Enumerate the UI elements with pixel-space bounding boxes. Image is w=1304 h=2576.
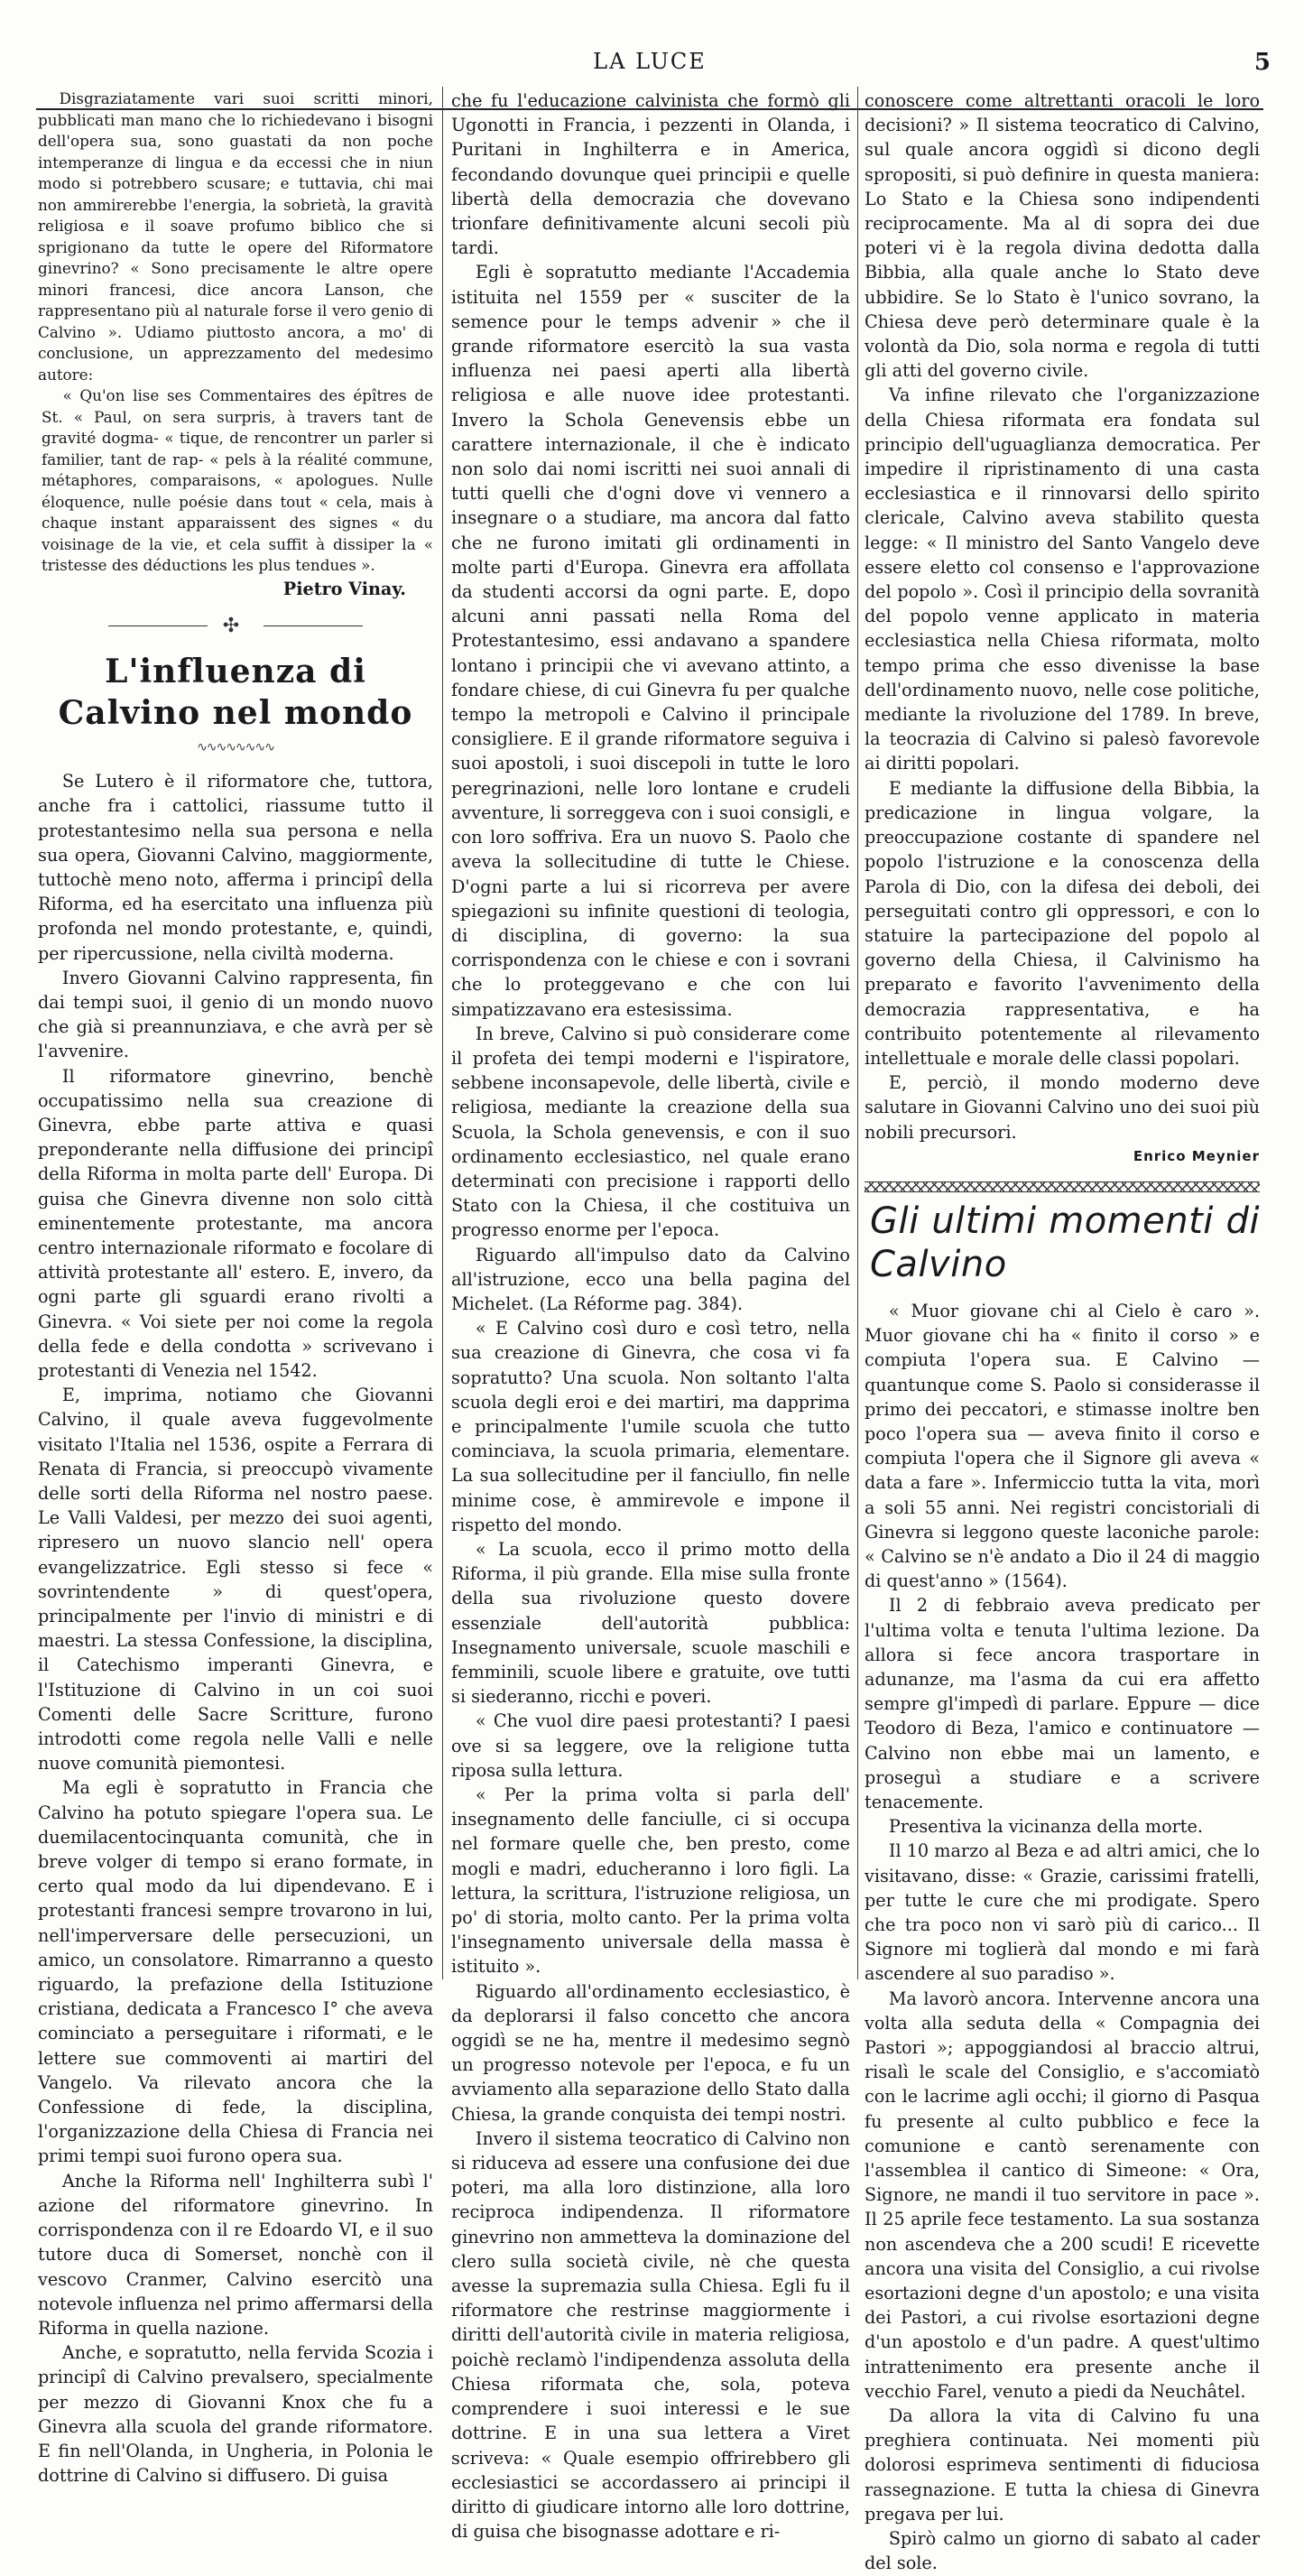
column-divider <box>442 87 443 1979</box>
paragraph: « La scuola, ecco il primo motto della Riforma, il più grande. Ella mise sulla fronte della sua rivoluzione questo dovere essenziale dell'autorità pubblica: Insegnamento universale, scuole maschili e femminili, scuole libere e gratuite, ove tutti si siederanno, ricchi e poveri. <box>451 1538 850 1708</box>
paragraph: E, imprima, notiamo che Giovanni Calvino, il quale aveva fuggevolmente visitato l'Italia nel 1536, ospite a Ferrara di Renata di Francia, si preoccupò vivamente delle sorti della Riforma nel nostro paese. Le Valli Valdesi, per mezzo dei suoi agenti, ripresero un nuovo slancio nell' opera evangelizzatrice. Egli stesso si fece « sovrintendente » di quest'opera, principalmente per l'invio di ministri e di maestri. La stessa Confessione, la disciplina, il Catechismo imperanti Ginevra, e l'Istituzione di Calvino in un coi suoi Comenti delle Sacre Scritture, furono introdotti come regola nelle Valli e nelle nuove comunità piemontesi. <box>38 1385 433 1774</box>
paragraph: Ma lavorò ancora. Intervenne ancora una volta alla seduta della « Compagnia dei Pastori »; appoggiandosi al braccio altrui, risalì le scale del Consiglio, e s'accomiatò con le lacrime agli occhi; il giorno di Pasqua fu presente al culto pubblico e fece la comunione e cantò serenamente con l'assemblea il cantico di Simeone: « Ora, Signore, ne mandi il tuo servitore in pace ». Il 25 aprile fece testamento. La sua sostanza non ascendeva che a 200 scudi! E ricevette ancora una visita del Consiglio, a cui rivolse esortazioni degne d'un apostolo; e una visita dei Pastori, a cui rivolse esortazioni degne d'un apostolo e d'un padre. A quest'ultimo intrattenimento era presente anche il vecchio Farel, venuto a piedi da Neuchâtel. <box>865 1988 1260 2402</box>
paragraph: Disgraziatamente vari suoi scritti minori, pubblicati man mano che lo richiedevano i bisogni dell'opera sua, sono guastati da non poche intemperanze di lingua e da eccessi che in niun modo si potrebbero scusare; e tuttavia, chi mai non ammirerebbe l'energia, la sobrietà, la gravità religiosa e il soave profumo biblico che si sprigionano da tutte le opere del Riformatore ginevrino? « Sono precisamente le altre opere minori francesi, dice ancora Lanson, che rappresentano più al naturale forse il vero genio di Calvino ». Udiamo piuttosto ancora, a mo' di conclusione, un apprezzamento del medesimo autore: <box>38 89 433 384</box>
masthead: LA LUCE <box>593 49 707 74</box>
paragraph: Anche la Riforma nell' Inghilterra subì l' azione del riformatore ginevrino. In corrispondenza con il re Edoardo VI, e il suo tutore duca di Somerset, nonchè con il vescovo Cranmer, Calvino esercitò una notevole influenza nel primo affermarsi della Riforma in quella nazione. <box>38 2170 433 2339</box>
paragraph: Il riformatore ginevrino, benchè occupatissimo nella sua creazione di Ginevra, ebbe parte attiva e quasi preponderante nella diffusione dei principî della Riforma in molta parte dell' Europa. Di guisa che Ginevra divenne non solo città eminentemente protestante, ma ancora centro internazionale riformato e focolare di attività protestante all' estero. E, invero, da ogni parte gli sguardi erano rivolti a Ginevra. « Voi siete per noi come la regola della fede e della condotta » scrivevano i protestanti di Venezia nel 1542. <box>38 1065 433 1381</box>
paragraph: Il 2 di febbraio aveva predicato per l'ultima volta e tenuta l'ultima lezione. Da allora si fece ancora trasportare in adunanze, ma l'asma da cui era affetto sempre gl'impedì di parlare. Eppure — dice Teodoro di Beza, l'amico e continuatore — Calvino non ebbe mai un lamento, e proseguì a studiare e a scrivere tenacemente. <box>865 1595 1260 1812</box>
paragraph: Anche, e sopratutto, nella fervida Scozia i principî di Calvino prevalsero, specialmente per mezzo di Giovanni Knox che fu a Ginevra alla scuola del grande riformatore. E fin nell'Olanda, in Ungheria, in Polonia le dottrine di Calvino si diffusero. Di guisa <box>38 2342 433 2487</box>
previous-article-end <box>38 88 433 577</box>
paragraph: Riguardo all'impulso dato da Calvino all'istruzione, ecco una bella pagina del Michelet. (La Réforme pag. 384). <box>451 1244 850 1314</box>
paragraph: Se Lutero è il riformatore che, tuttora, anche fra i cattolici, riassume tutto il protestantesimo nella sua persona e nella sua opera, Giovanni Calvino, maggiormente, tuttochè meno noto, afferma i principî della Riforma, ed ha esercitato una influenza più profonda nel mondo protestante, e, quindi, per ripercussione, nella civiltà moderna. <box>38 771 433 964</box>
paragraph: Va infine rilevato che l'organizzazione della Chiesa riformata era fondata sul principio dell'uguaglianza democratica. Per impedire il ripristinamento di una casta ecclesiastica e il rinnovarsi dello spirito clericale, Calvino aveva stabilito questa legge: « Il ministro del Santo Vangelo deve essere eletto col consenso e l'approvazione del popolo ». Così il principio della sovranità del popolo venne applicato in materia ecclesiastica nella Chiesa riformata, molto tempo prima che esso divenisse la base dell'ordinamento nuovo, nelle cose politiche, mediante la rivoluzione del 1789. In breve, la teocrazia di Calvino si palesò favorevole ai diritti popolari. <box>865 385 1260 774</box>
wavy-underline: ∿∿∿∿∿∿∿∿ <box>197 739 274 755</box>
paragraph: E, perciò, il mondo moderno deve salutare in Giovanni Calvino uno dei suoi più nobili precursori. <box>865 1072 1260 1143</box>
paragraph: E mediante la diffusione della Bibbia, la predicazione in lingua volgare, la preoccupazione costante di spandere nel popolo l'istruzione e la conoscenza della Parola di Dio, con la difesa dei deboli, dei perseguitati contro gli oppressori, e con lo statuire la partecipazione del popolo al governo della Chiesa, il Calvinismo ha preparato e favorito l'avvenimento della democrazia rappresentativa, e ha contribuito potentemente al rilevamento intellettuale e morale delle classi popolari. <box>865 777 1260 1069</box>
paragraph: In breve, Calvino si può considerare come il profeta dei tempi moderni e l'ispiratore, sebbene inconsapevole, delle libertà, civile e religiosa, mediante la creazione della sua Scuola, la Schola genevensis, e con il suo ordinamento ecclesiastico, nel quale erano determinati con precisione i rapporti dello Stato con la Chiesa, il che costituiva un progresso enorme per l'epoca. <box>451 1023 850 1241</box>
article-title: Gli ultimi momenti di Calvino <box>870 1200 1260 1285</box>
paragraph: Da allora la vita di Calvino fu una preghiera continuata. Nei momenti più dolorosi esprimeva sentimenti di fiduciosa rassegnazione. E tutta la chiesa di Ginevra pregava per lui. <box>865 2405 1260 2525</box>
quotation: « Qu'on lise ses Commentaires des épîtres de St. « Paul, on sera surpris, à travers tant de gravité dogma- « tique, de rencontrer un parler si familier, tant de rap- « pels à la réalité commune, métaphores, comparaisons, « apologues. Nulle éloquence, nulle poésie dans tout « cela, mais à chaque instant apparaissent des signes « du voisinage de la vie, et cela suffit à dissiper la « tristesse des déductions les plus tendues ». <box>42 386 433 574</box>
column-divider <box>857 87 858 1979</box>
paragraph: conoscere come altrettanti oracoli le loro decisioni? » Il sistema teocratico di Calvino, sul quale ancora oggidì si dicono degli spropositi, si può definire in questa maniera: Lo Stato e la Chiesa sono indipendenti reciprocamente. Ma al di sopra dei due poteri vi è la regola divina dedotta dalla Bibbia, alla quale anche lo Stato deve ubbidire. Se lo Stato è l'unico sovrano, la Chiesa deve però determinare quale è la volontà da Dio, sola norma e regola di tutti gli atti del governo civile. <box>865 90 1260 382</box>
paragraph: Invero il sistema teocratico di Calvino non si riduceva ad essere una confusione dei due poteri, ma alla loro distinzione, alla loro reciproca indipendenza. Il riformatore ginevrino non ammetteva la dominazione del clero sulla società civile, nè che questa avesse la supremazia sulla Chiesa. Egli fu il riformatore che restrinse maggiormente i diritti dell'autorità civile in materia religiosa, poichè reclamò l'indipendenza assoluta della Chiesa riformata che, sola, poteva comprendere i suoi interessi e le sue dottrine. E in una sua lettera a Viret scriveva: « Quale esempio offrirebbero gli ecclesiastici se accordassero ai principi il diritto di giudicare intorno alle loro dottrine, di guisa che bisognasse adottare e ri- <box>451 2127 850 2543</box>
paragraph: Spirò calmo un giorno di sabato al cader del sole. <box>865 2528 1260 2574</box>
paragraph: Il 10 marzo al Beza e ad altri amici, che lo visitavano, disse: « Grazie, carissimi fratelli, per tutte le cure che mi prodigate. Spero che tra poco non vi sarò più di carico... Il Signore mi toglierà dal mondo e mi farà ascendere al suo paradiso ». <box>865 1840 1260 1985</box>
paragraph: « E Calvino così duro e così tetro, nella sua creazione di Ginevra, che cosa vi fa sopratutto? Una scuola. Non soltanto l'alta scuola degli eroi e dei martiri, ma dapprima e principalmente l'umile scuola che tutto cominciava, la scuola primaria, elementare. La sua sollecitudine per il fanciullo, fin nelle minime cose, è ammirevole e impone il rispetto del mondo. <box>451 1318 850 1535</box>
paragraph: « Per la prima volta si parla dell' insegnamento delle fanciulle, ci si occupa nel formare quelle che, ben presto, come mogli e madri, educheranno i loro figli. La lettura, la scrittura, l'istruzione religiosa, un po' di storia, molto canto. Per la prima volta l'insegnamento universale della massa è istituito ». <box>451 1784 850 1978</box>
fleuron-icon: ✣ <box>222 614 249 637</box>
paragraph: Presentiva la vicinanza della morte. <box>888 1816 1203 1838</box>
page-number: 5 <box>1253 49 1271 76</box>
paragraph: « Muor giovane chi al Cielo è caro ». Muor giovane chi ha « finito il corso » e compiuta l'opera sua. E Calvino — quantunque come S. Paolo si considerasse il primo dei peccatori, e stimasse inoltre ben poco l'opera sua — aveva finito il corso e compiuta l'opera che il Signore gli aveva « data a fare ». Infermiccio tutta la vita, morì a soli 55 anni. Nei registri concistoriali di Ginevra si leggono queste laconiche parole: « Calvino se n'è andato a Dio il 24 di maggio di quest'anno » (1564). <box>865 1300 1260 1592</box>
column-1 <box>38 88 433 2487</box>
author-signature: Pietro Vinay. <box>282 578 406 599</box>
paragraph: « Che vuol dire paesi protestanti? I paesi ove si sa leggere, ove la religione tutta riposa sulla lettura. <box>451 1710 850 1781</box>
author-signature: Enrico Meynier <box>1133 1147 1260 1164</box>
column-2 <box>451 88 850 2543</box>
zigzag-divider <box>865 1181 1260 1192</box>
paragraph: che fu l'educazione calvinista che formò gli Ugonotti in Francia, i pezzenti in Olanda, i Puritani in Inghilterra e in America, fecondando dovunque quei principii e quelle libertà della democrazia che dovevano trionfare definitivamente alcuni secoli più tardi. <box>451 90 850 259</box>
column-3 <box>865 88 1260 2574</box>
paragraph: Riguardo all'ordinamento ecclesiastico, è da deplorarsi il falso concetto che ancora oggidì se ne ha, mentre il medesimo segnò un progresso notevole per l'epoca, e fu un avviamento alla separazione dello Stato dalla Chiesa, la grande conquista dei tempi nostri. <box>451 1980 850 2125</box>
paragraph: Invero Giovanni Calvino rappresenta, fin dai tempi suoi, il genio di un mondo nuovo che già si preannunziava, e che avrà per sè l'avvenire. <box>38 967 433 1062</box>
paragraph: Egli è sopratutto mediante l'Accademia istituita nel 1559 per « susciter de la semence pour le temps advenir » che il grande riformatore esercitò la sua vasta influenza nei paesi aperti alla libertà religiosa e alle nuove idee protestanti. Invero la Schola Genevensis ebbe un carattere internazionale, il che è indicato non solo dai nomi iscritti nei suoi annali di tutti quelli che d'ogni dove vi vennero a insegnare o a studiare, ma ancora dal fatto che ne furono imitati gli ordinamenti in molte parti d'Europa. Ginevra era affollata da studenti accorsi da ogni parte. E, dopo alcuni anni passati nella Roma del Protestantesimo, essi andavano a spandere lontano i principii che vi avevano attinto, a fondare chiese, di cui Ginevra fu per qualche tempo la metropoli e Calvino il principale consigliere. E il grande riformatore seguiva i suoi apostoli, i suoi discepoli in tutte le loro peregrinazioni, nelle loro lontane e crudeli avventure, li sorreggeva con i suoi consigli, e con loro soffriva. Era un nuovo S. Paolo che aveva la sollecitudine di tutte le Chiese. D'ogni parte a lui si ricorreva per avere spiegazioni su infinite questioni di teologia, di disciplina, di governo: la sua corrispondenza con le chiese e con i sovrani che lo proteggevano e che con lui simpatizzavano era estesissima. <box>451 262 850 1020</box>
article-title: L'influenza di Calvino nel mondo <box>58 652 413 732</box>
page-header <box>36 36 1271 76</box>
paragraph: Ma egli è sopratutto in Francia che Calvino ha potuto spiegare l'opera sua. Le duemilacentocinquanta comunità, che in breve volger di tempo si erano formate, in certo qual modo da lui dipendevano. E i protestanti francesi sempre trovarono in lui, nell'imperversare delle persecuzioni, un amico, un consolatore. Rimarranno a questo riguardo, la prefazione della Istituzione cristiana, dedicata a Francesco I° che aveva cominciato a perseguitare i riformati, e le lettere sue commoventi ai martiri del Vangelo. Va rilevato ancora che la Confessione di fede, la disciplina, l'organizzazione della Chiesa di Francia nei primi tempi suoi furono opera sua. <box>38 1777 433 2167</box>
ornament-divider <box>38 614 433 638</box>
